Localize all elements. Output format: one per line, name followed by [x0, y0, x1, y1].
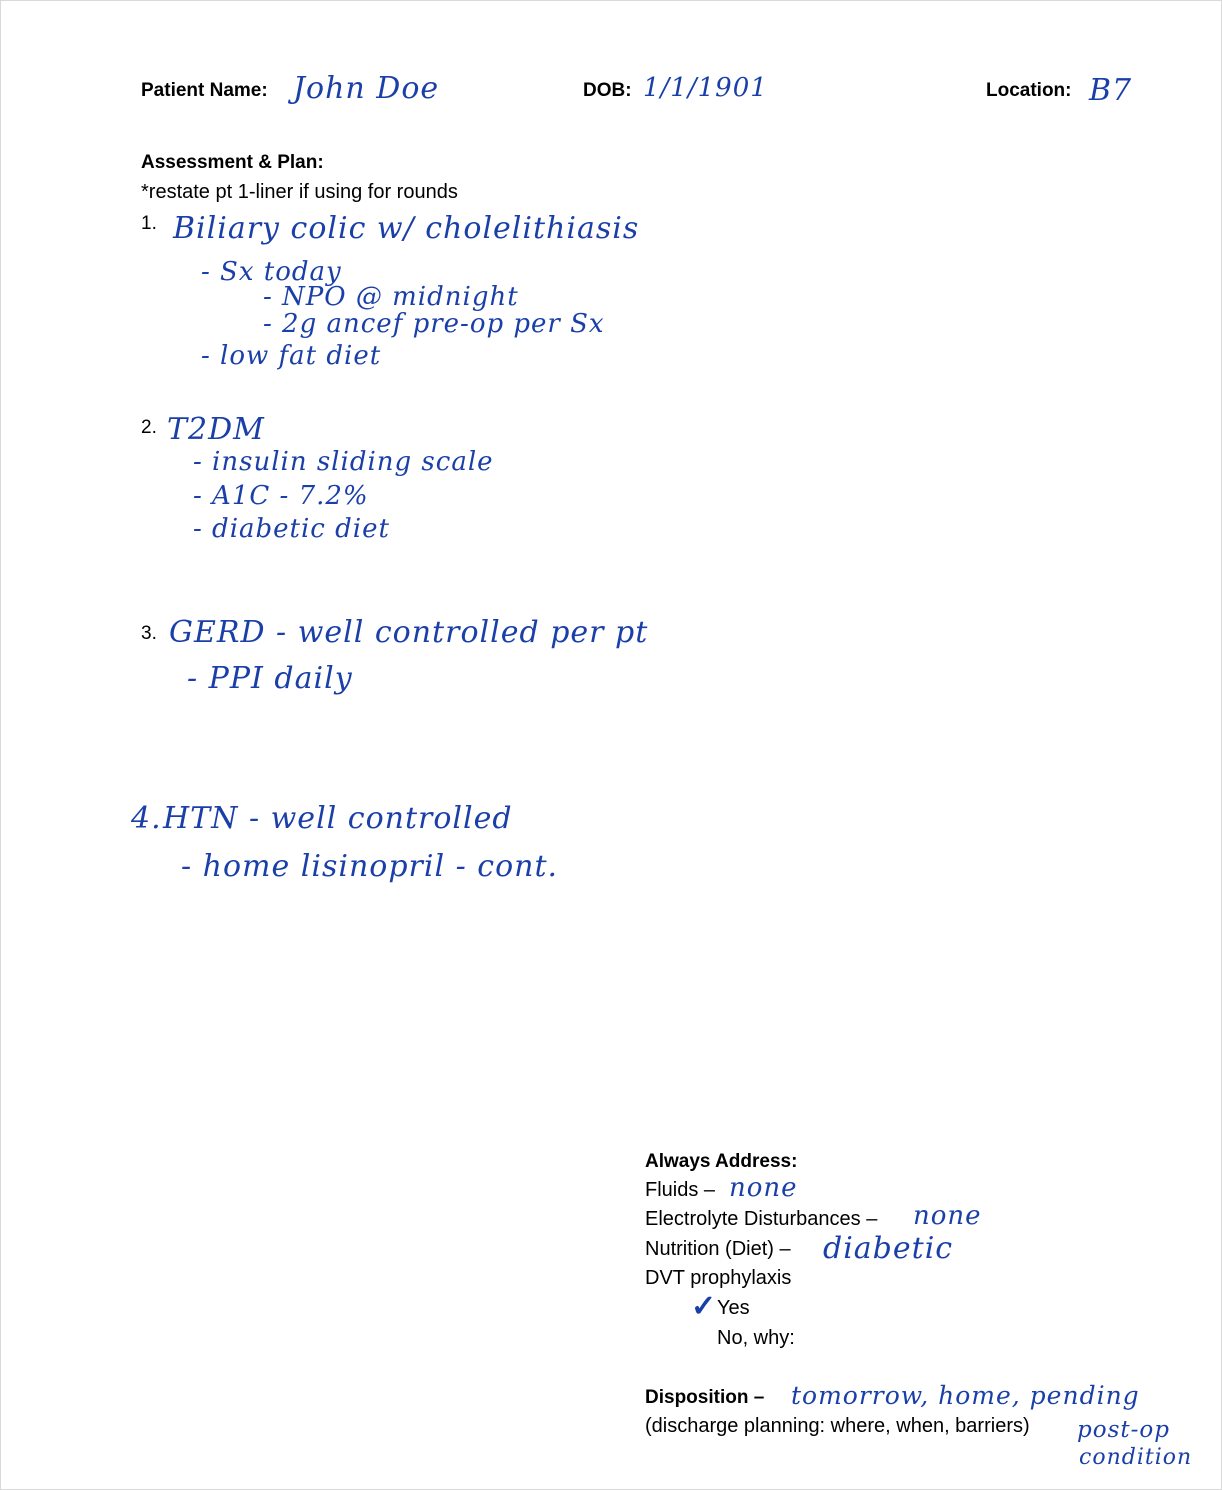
problem-1-number: 1. — [141, 213, 157, 234]
dvt-no-option: No, why: — [717, 1327, 795, 1349]
problem-4-title: HTN - well controlled — [163, 801, 513, 836]
dob-label: DOB: — [583, 80, 632, 101]
dvt-yes-option: Yes — [717, 1297, 750, 1319]
assessment-heading: Assessment & Plan: — [141, 152, 324, 173]
problem-4-number: 4. — [131, 801, 162, 836]
problem-1-line-2: - NPO @ midnight — [263, 282, 519, 312]
fluids-label: Fluids – — [645, 1179, 716, 1201]
disposition-value-line-2: post-op — [1077, 1417, 1170, 1443]
problem-2-line-2: - A1C - 7.2% — [193, 481, 369, 511]
fluids-value: none — [729, 1173, 798, 1203]
disposition-value-line-3: condition — [1079, 1445, 1193, 1470]
nutrition-label: Nutrition (Diet) – — [645, 1238, 791, 1260]
checkmark-icon: ✓ — [691, 1290, 717, 1323]
assessment-note: *restate pt 1-liner if using for rounds — [141, 181, 458, 203]
nutrition-value: diabetic — [823, 1231, 954, 1266]
problem-1-title: Biliary colic w/ cholelithiasis — [173, 211, 640, 246]
patient-name-label: Patient Name: — [141, 80, 268, 101]
location-label: Location: — [986, 80, 1072, 101]
problem-3-number: 3. — [141, 623, 157, 644]
problem-1-line-4: - low fat diet — [201, 341, 382, 371]
problem-1-line-3: - 2g ancef pre-op per Sx — [263, 309, 605, 339]
patient-name-value: John Doe — [293, 71, 440, 106]
problem-2-line-1: - insulin sliding scale — [193, 447, 494, 477]
disposition-label: Disposition – — [645, 1387, 765, 1408]
problem-2-number: 2. — [141, 417, 157, 438]
dob-value: 1/1/1901 — [643, 73, 768, 103]
problem-2-line-3: - diabetic diet — [193, 514, 390, 544]
electrolytes-value: none — [913, 1201, 982, 1231]
problem-4-line-1: - home lisinopril - cont. — [181, 849, 559, 884]
electrolytes-label: Electrolyte Disturbances – — [645, 1208, 878, 1230]
problem-3-line-1: - PPI daily — [187, 661, 353, 696]
dvt-label: DVT prophylaxis — [645, 1267, 792, 1289]
disposition-sublabel: (discharge planning: where, when, barriers) — [645, 1415, 1030, 1437]
disposition-value-line-1: tomorrow, home, pending — [791, 1381, 1140, 1410]
problem-2-title: T2DM — [167, 412, 265, 447]
problem-1-line-1: - Sx today — [201, 257, 342, 287]
always-address-heading: Always Address: — [645, 1151, 798, 1172]
location-value: B7 — [1089, 73, 1133, 108]
problem-3-title: GERD - well controlled per pt — [169, 615, 649, 650]
